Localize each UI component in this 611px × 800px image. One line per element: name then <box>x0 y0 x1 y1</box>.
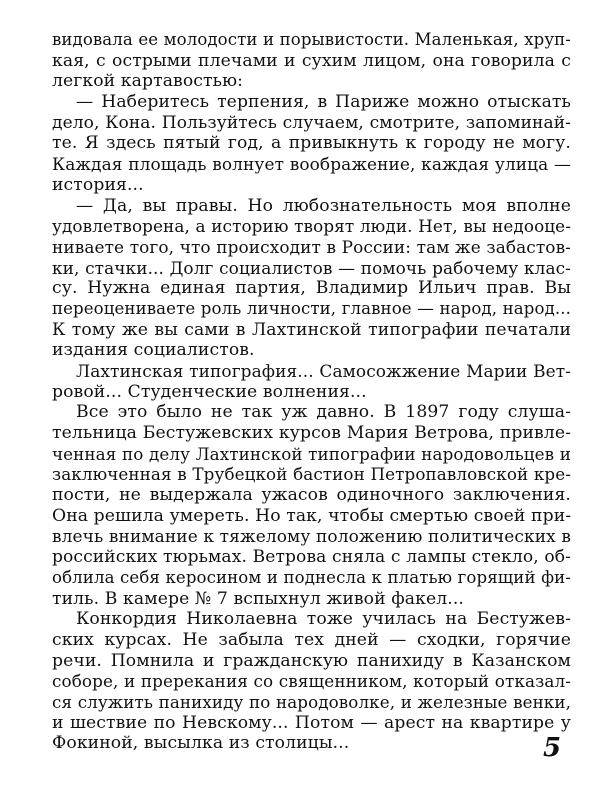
text-line: пости, не выдержала ужасов одиночного заключения. <box>52 485 571 506</box>
text-line: те. Я здесь пятый год, а привыкнуть к городу не могу. <box>52 133 571 154</box>
text-line: ся служить панихиду по народоволке, и железные венки, <box>52 692 571 712</box>
text-line: Все это было не так уж давно. В 1897 году слуша- <box>76 402 571 423</box>
text-line: речи. Помнила и гражданскую панихиду в Казанском <box>52 650 571 671</box>
text-line: ских курсах. Не забыла тех дней — сходки, горячие <box>52 629 571 650</box>
text-line: ниваете того, что происходит в России: там же забастов- <box>52 236 571 257</box>
text-line: ки, стачки... Долг социалистов — помочь рабочему клас- <box>52 257 571 278</box>
text-line: переоцениваете роль личности, главное — народ, народ... <box>52 298 571 318</box>
text-line: Конкордия Николаевна тоже училась на Бестужев- <box>76 609 571 630</box>
text-line: влечь внимание к тяжелому положению политических в <box>52 526 571 547</box>
text-line: тельница Бестужевских курсов Мария Ветрова, привле- <box>52 423 571 444</box>
text-line: Фокиной, высылка из столицы... <box>52 733 350 754</box>
text-line: заключенная в Трубецкой бастион Петропавловской кре- <box>52 464 571 485</box>
page-body <box>52 30 571 754</box>
text-line: — Наберитесь терпения, в Париже можно отыскать <box>76 92 571 113</box>
text-line: удовлетворена, а историю творят люди. Нет, вы недооце- <box>52 216 571 237</box>
text-line: ровой... Студенческие волнения... <box>52 381 367 402</box>
text-line: видовала ее молодости и порывистости. Маленькая, хруп- <box>52 30 571 49</box>
text-line: Каждая площадь волнует воображение, каждая улица — <box>52 154 571 175</box>
text-line: легкой картавостью: <box>52 71 244 92</box>
text-line: тиль. В камере № 7 вспыхнул живой факел... <box>52 588 464 609</box>
text-line: ченная по делу Лахтинской типографии народовольцев и <box>52 443 571 464</box>
text-line: Лахтинская типография... Самосожжение Марии Вет- <box>76 361 571 381</box>
text-line: и шествие по Невскому... Потом — арест на квартире у <box>52 712 571 733</box>
text-line: облила себя керосином и поднесла к платью горящий фи- <box>52 567 571 587</box>
text-line: кая, с острыми плечами и сухим лицом, она говорила с <box>52 50 571 71</box>
text-line: издания социалистов. <box>52 340 255 361</box>
text-line: дело, Кона. Пользуйтесь случаем, смотрите, запоминай- <box>52 112 571 133</box>
text-line: соборе, и пререкания со священником, который отказал- <box>52 671 571 692</box>
text-line: история... <box>52 174 144 195</box>
text-line: су. Нужна единая партия, Владимир Ильич прав. Вы <box>52 278 571 299</box>
text-line: Она решила умереть. Но так, чтобы смертью своей при- <box>52 505 572 526</box>
page-number: 5 <box>543 733 562 763</box>
text-line: российских тюрьмах. Ветрова сняла с лампы стекло, об- <box>52 547 571 568</box>
text-line: К тому же вы сами в Лахтинской типографии печатали <box>52 319 571 340</box>
text-line: — Да, вы правы. Но любознательность моя вполне <box>76 195 571 216</box>
